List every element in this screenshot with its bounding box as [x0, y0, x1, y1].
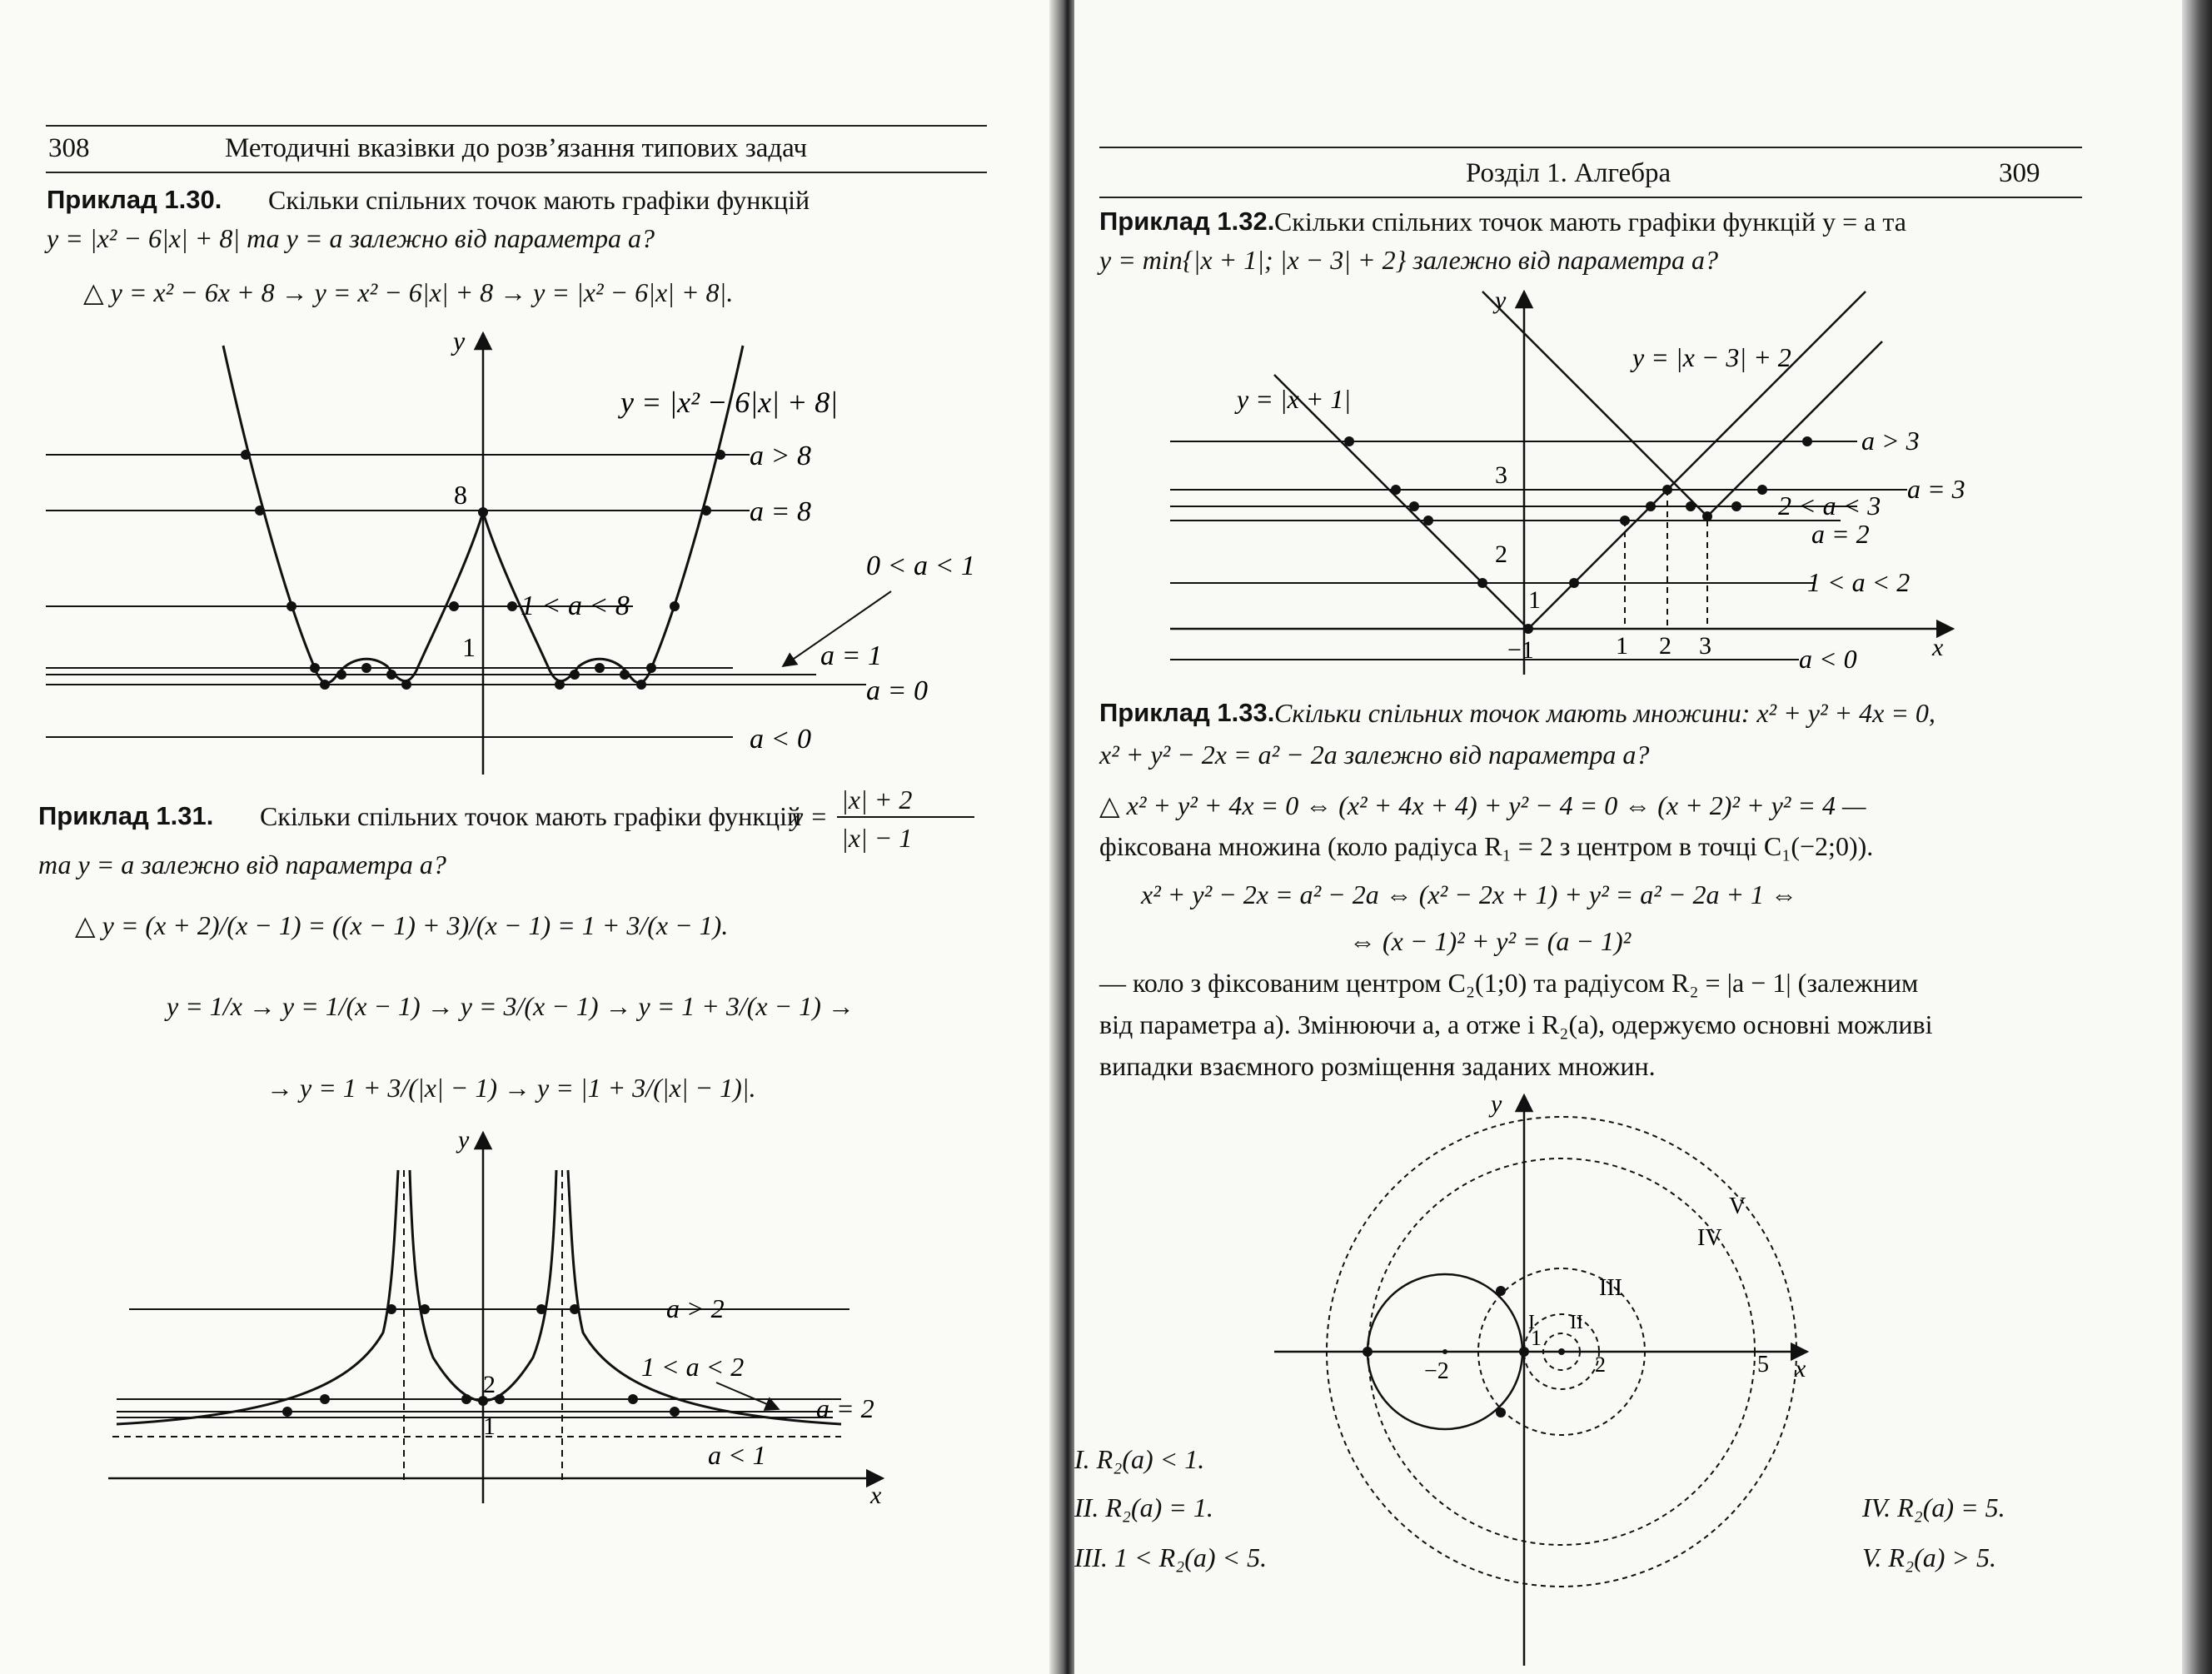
- y-tick-3: 3: [1495, 461, 1507, 489]
- case-v: V. R₂(a) > 5.: [1862, 1542, 1996, 1572]
- solution-131-line1: △ y = (x + 2)/(x − 1) = ((x − 1) + 3)/(x − 1) = 1 + 3/(x − 1).: [75, 910, 729, 940]
- example-question-133: Скільки спільних точок мають множини: x² + y² + 4x = 0,: [1274, 698, 1936, 728]
- x-tick-minus-1: −1: [1507, 636, 1534, 664]
- line-label-a-gt-3: a > 3: [1861, 426, 1920, 456]
- running-head: Методичні вказівки до розв’язання типових задач: [225, 133, 808, 163]
- line-label-a-eq-0: a = 0: [866, 675, 928, 706]
- fraction-bar: [837, 816, 974, 818]
- case-ii: II. R₂(a) = 1.: [1074, 1492, 1213, 1522]
- solution-133-line4: ⇔ (x − 1)² + y² = (a − 1)²: [1349, 926, 1632, 956]
- example-label-133: Приклад 1.33.: [1099, 698, 1275, 727]
- example-question-132: Скільки спільних точок мають графіки функцій y = a та: [1274, 207, 1906, 237]
- x-tick-2: 2: [1659, 632, 1671, 660]
- x-tick-5: 5: [1757, 1352, 1769, 1378]
- example-question-131: Скільки спільних точок мають графіки функцій: [260, 801, 802, 831]
- left-page: 308 Методичні вказівки до розв’язання типових задач Приклад 1.30. Скільки спільних точок мають графіки функцій y = |x² − 6|x| + 8| та y = a залежно від параметра a? △ y = x² − 6x + 8 → y = x² − 6|x| + 8 → y = |x² − 6|x| + 8|. y 8 1 y = |x² − 6|x| + 8| a > 8 a = 8 1 < a < 8 0 < a < 1 a = 1 a = 0 a < 0 Приклад 1.31. Скільки спільних точок мають графіки функцій y = |x| + 2 |x| − 1 та y = a залежно від параметра a? △ y = (x + 2)/(x − 1) = ((x − 1) + 3)/(x − 1) = 1 + 3/(x − 1). y = 1/x → y = 1/(x − 1) → y = 3/(x − 1) → y = 1 + 3/(x − 1) → → y = 1 + 3/(|x| − 1) → y = |1 + 3/(|x| − 1)|. y x 2 1 a > 2 1 < a < 2 a = 2 a < 1: [0, 0, 1058, 1674]
- tick-1: 1: [462, 632, 476, 662]
- line-label-1-lt-a-lt-2: 1 < a < 2: [1807, 567, 1911, 597]
- graph-133: [1074, 1087, 2212, 1670]
- example-question-132-line2: y = min{|x + 1|; |x − 3| + 2} залежно від параметра a?: [1099, 245, 1718, 275]
- y-tick-1: 1: [1528, 586, 1541, 614]
- line-label-a-gt-2: a > 2: [666, 1293, 725, 1323]
- region-label-i: I: [1528, 1312, 1535, 1333]
- line-label-a-gt-8: a > 8: [750, 441, 811, 471]
- line-label-a-eq-2: a = 2: [1811, 519, 1870, 549]
- example-question-133-line2: x² + y² − 2x = a² − 2a залежно від параметра a?: [1099, 740, 1650, 770]
- line-label-1-lt-a-lt-2: 1 < a < 2: [641, 1352, 745, 1382]
- header-rule: [1099, 147, 2082, 148]
- solution-133-line1: △ x² + y² + 4x = 0 ⇔ (x² + 4x + 4) + y² − 4 = 0 ⇔ (x + 2)² + y² = 4 —: [1099, 790, 1866, 820]
- solution-133-line6: від параметра a). Змінюючи a, а отже і R₂(a), одержуємо основні можливі: [1099, 1009, 1933, 1039]
- scan-right-edge: [2182, 0, 2212, 1674]
- curve-label-min-1: y = |x − 3| + 2: [1632, 342, 1791, 372]
- fraction-denominator: |x| − 1: [841, 823, 913, 853]
- header-rule-lower: [46, 172, 987, 173]
- y-axis-label: y: [1491, 1090, 1502, 1118]
- graph-132: [1074, 283, 2212, 683]
- graph-130: [0, 316, 1058, 783]
- x-tick-2: 2: [1595, 1353, 1606, 1377]
- solution-133-line5: — коло з фіксованим центром C₂(1;0) та радіусом R₂ = |a − 1| (залежним: [1099, 968, 1919, 998]
- region-label-ii: II: [1570, 1312, 1583, 1333]
- line-label-0-lt-a-lt-1: 0 < a < 1: [866, 551, 975, 581]
- line-label-a-eq-2: a = 2: [816, 1393, 874, 1423]
- line-label-1-lt-a-lt-8: 1 < a < 8: [521, 590, 630, 621]
- x-axis-label: x: [1932, 634, 1944, 661]
- case-i: I. R₂(a) < 1.: [1074, 1444, 1205, 1474]
- x-tick-1: 1: [1531, 1326, 1542, 1350]
- x-axis-label: x: [870, 1482, 882, 1509]
- region-label-iv: IV: [1697, 1225, 1722, 1251]
- line-label-a-lt-1: a < 1: [708, 1440, 766, 1470]
- line-label-a-lt-0: a < 0: [750, 724, 811, 755]
- line-label-a-eq-8: a = 8: [750, 496, 811, 527]
- x-tick-3: 3: [1699, 632, 1711, 660]
- page-number: 309: [1999, 158, 2040, 188]
- x-tick-minus-2: −2: [1424, 1358, 1449, 1384]
- region-label-v: V: [1729, 1193, 1746, 1219]
- example-question-130-line2: y = |x² − 6|x| + 8| та y = a залежно від параметра a?: [47, 223, 655, 253]
- example-label-132: Приклад 1.32.: [1099, 207, 1275, 236]
- solution-133-line3: x² + y² − 2x = a² − 2a ⇔ (x² − 2x + 1) + y² = a² − 2a + 1 ⇔: [1141, 879, 1798, 909]
- case-iv: IV. R₂(a) = 5.: [1862, 1492, 2005, 1522]
- tick-2: 2: [483, 1371, 496, 1398]
- header-rule: [46, 125, 987, 127]
- example-question-131-line2: та y = a залежно від параметра a?: [38, 849, 446, 879]
- line-label-a-lt-0: a < 0: [1799, 644, 1857, 674]
- case-iii: III. 1 < R₂(a) < 5.: [1074, 1542, 1268, 1572]
- page-number: 308: [48, 133, 90, 163]
- curve-label-min-2: y = |x + 1|: [1237, 384, 1352, 414]
- example-label-130: Приклад 1.30.: [47, 185, 222, 214]
- solution-131-line2: y = 1/x → y = 1/(x − 1) → y = 3/(x − 1) → y = 1 + 3/(x − 1) →: [167, 991, 854, 1021]
- right-page: [1074, 0, 2212, 1674]
- line-label-2-lt-a-lt-3: 2 < a < 3: [1778, 491, 1881, 521]
- example-question-130: Скільки спільних точок мають графіки функцій: [268, 185, 810, 215]
- solution-133-line7: випадки взаємного розміщення заданих множин.: [1099, 1051, 1656, 1081]
- solution-130: △ y = x² − 6x + 8 → y = x² − 6|x| + 8 → y = |x² − 6|x| + 8|.: [83, 277, 734, 307]
- header-rule-lower: [1099, 197, 2082, 198]
- y-axis-label: y: [453, 326, 466, 356]
- example-label-131: Приклад 1.31.: [38, 801, 214, 830]
- solution-131-line3: → y = 1 + 3/(|x| − 1) → y = |1 + 3/(|x| − 1)|.: [267, 1073, 756, 1103]
- x-axis-label: x: [1795, 1355, 1806, 1383]
- curve-label-130: y = |x² − 6|x| + 8|: [620, 386, 839, 419]
- y-tick-2: 2: [1495, 541, 1507, 568]
- fraction-numerator: |x| + 2: [841, 785, 913, 815]
- region-label-iii: III: [1599, 1275, 1622, 1301]
- y-axis-label: y: [458, 1126, 470, 1153]
- x-tick-1: 1: [1616, 632, 1628, 660]
- tick-8: 8: [454, 480, 467, 510]
- solution-133-line2: фіксована множина (коло радіуса R₁ = 2 з центром в точці C₁(−2;0)).: [1099, 831, 1874, 861]
- line-label-a-eq-3: a = 3: [1907, 474, 1965, 504]
- y-axis-label: y: [1495, 286, 1507, 314]
- graph-131: [0, 1124, 1058, 1507]
- tick-1: 1: [483, 1412, 496, 1440]
- running-head: Розділ 1. Алгебра: [1466, 158, 1671, 188]
- line-label-a-eq-1: a = 1: [820, 640, 882, 671]
